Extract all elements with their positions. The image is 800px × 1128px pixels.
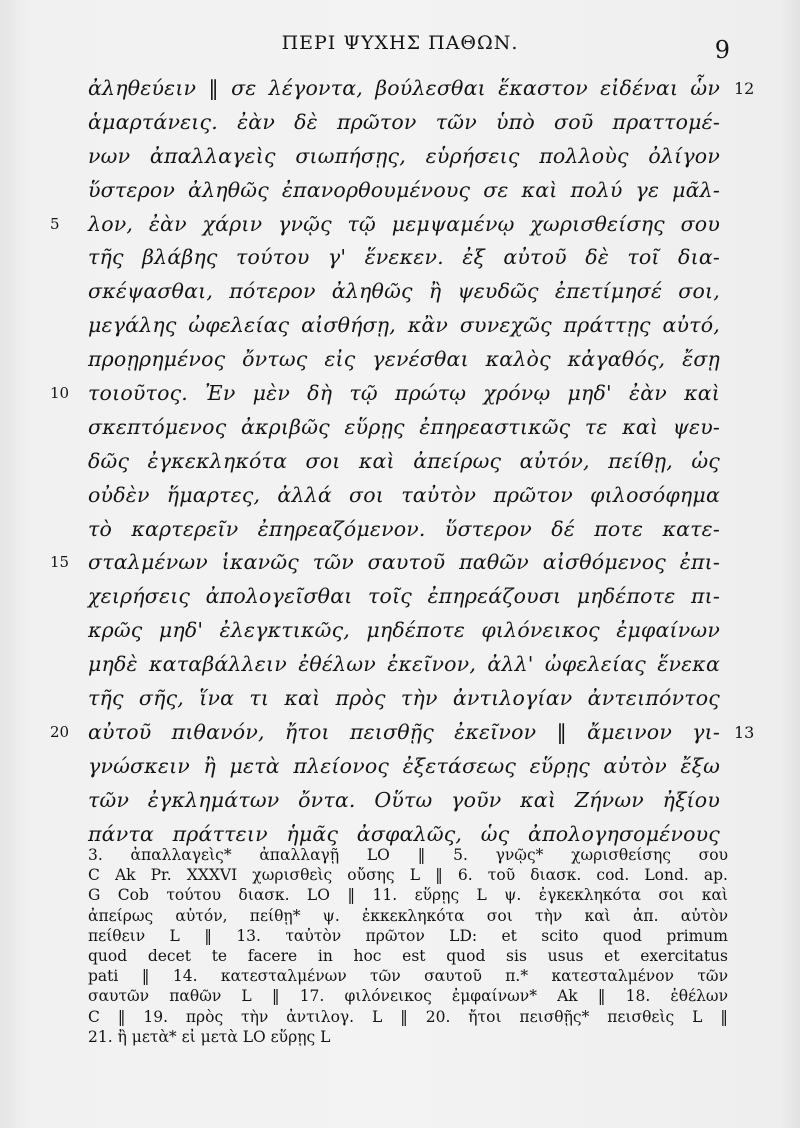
text-line [0, 106, 800, 140]
line-text: τὸ καρτερεῖν ἐπηρεαζόμενον. ὕστερον δέ ποτε κατε- [88, 516, 720, 541]
apparatus-line: σαυτῶν παθῶν L ‖ 17. φιλόνεικος ἐμφαίνων* Ak ‖ 18. ἐθέλων [88, 987, 728, 1006]
text-line [0, 513, 800, 547]
line-text: τῶν ἐγκλημάτων ὄντα. Οὕτω γοῦν καὶ Ζήνων ἠξίου [88, 787, 720, 812]
line-text: σταλμένων ἱκανῶς τῶν σαυτοῦ παθῶν αἰσθόμενος ἐπι- [88, 550, 720, 575]
apparatus-line: C Ak Pr. XXXVI χωρισθεὶς οὔσης L ‖ 6. τοῦ διασκ. cod. Lond. ap. [88, 866, 728, 885]
line-text: πάντα πράττειν ἡμᾶς ἀσφαλῶς, ὡς ἀπολογησομένους [88, 821, 720, 846]
apparatus-line: G Cob τούτου διασκ. LO ‖ 11. εὕρῃς L ψ. ἐγκεκληκότα σοι καὶ [88, 886, 728, 905]
line-text: γνώσκειν ἢ μετὰ πλείονος ἐξετάσεως εὕρῃς αὐτὸν ἔξω [88, 753, 720, 778]
text-line [0, 682, 800, 716]
line-text: οὐδὲν ἥμαρτες, ἀλλά σοι ταὐτὸν πρῶτον φιλοσόφημα [88, 482, 720, 507]
apparatus-line: pati ‖ 14. κατεσταλμένων τῶν σαυτοῦ π.* κατεσταλμένον τῶν [88, 967, 728, 986]
line-text: αὐτοῦ πιθανόν, ἤτοι πεισθῇς ἐκεῖνον ‖ ἄμεινον γι- [88, 719, 720, 744]
line-text: ἀληθεύειν ‖ σε λέγοντα, βούλεσθαι ἕκαστον εἰδέναι ὧν [88, 76, 720, 100]
apparatus-line: ἀπείρως αὐτόν, πείθῃ* ψ. ἐκκεκληκότα σοι τὴν καὶ ἀπ. αὐτὸν [88, 906, 728, 925]
page-number: 9 [714, 36, 730, 64]
line-text: προῃρημένος ὄντως εἰς γενέσθαι καλὸς κἀγαθός, ἔσῃ [88, 347, 720, 372]
line-text: λον, ἐὰν χάριν γνῷς τῷ μεμψαμένῳ χωρισθείσης σου [88, 211, 720, 236]
text-line [0, 614, 800, 648]
line-text: τῆς βλάβης τούτου γ' ἕνεκεν. ἐξ αὐτοῦ δὲ τοῖ δια- [88, 245, 720, 270]
line-text: σκεπτόμενος ἀκριβῶς εὕρῃς ἐπηρεαστικῶς τε καὶ ψευ- [88, 414, 720, 439]
text-line [0, 241, 800, 275]
apparatus-line: 3. ἀπαλλαγεὶς* ἀπαλλαγῇ LO ‖ 5. γνῷς* χωρισθείσης σου [88, 846, 728, 864]
line-text: τῆς σῆς, ἵνα τι καὶ πρὸς τὴν ἀντιλογίαν ἀντειπόντος [88, 686, 720, 711]
text-line [0, 140, 800, 174]
line-text: χειρήσεις ἀπολογεῖσθαι τοῖς ἐπηρεάζουσι μηδέποτε πι- [88, 584, 720, 609]
text-line [0, 411, 800, 445]
line-number: 15 [50, 553, 70, 572]
text-line [0, 275, 800, 309]
line-text: δῶς ἐγκεκληκότα σοι καὶ ἀπείρως αὐτόν, πείθῃ, ὡς [88, 448, 720, 473]
line-number: 5 [50, 214, 60, 233]
text-line [0, 784, 800, 818]
line-text: μηδὲ καταβάλλειν ἐθέλων ἐκεῖνον, ἀλλ' ὠφελείας ἕνεκα [88, 652, 720, 677]
text-line [0, 580, 800, 614]
apparatus-line: πείθειν L ‖ 13. ταὐτὸν πρῶτον LD: et scito quod primum [88, 926, 728, 945]
line-number: 10 [50, 384, 70, 403]
line-text: μεγάλης ὠφελείας αἰσθήσῃ, κἂν συνεχῶς πράττῃς αὐτό, [88, 313, 720, 338]
apparatus-line: quod decet te facere in hoc est quod sis usus et exercitatus [88, 946, 728, 965]
running-title: ΠΕΡΙ ΨΥΧΗΣ ΠΑΘΩΝ. [281, 32, 519, 54]
line-text: κρῶς μηδ' ἐλεγκτικῶς, μηδέποτε φιλόνεικος ἐμφαίνων [88, 618, 720, 643]
text-line [0, 479, 800, 513]
text-line [0, 208, 800, 242]
apparatus-line: C ‖ 19. πρὸς τὴν ἀντιλογ. L ‖ 20. ἤτοι πεισθῇς* πεισθεὶς L ‖ [88, 1007, 728, 1026]
text-line [0, 546, 800, 580]
line-text: τοιοῦτος. Ἐν μὲν δὴ τῷ πρώτῳ χρόνῳ μηδ' ἐὰν καὶ [88, 381, 720, 406]
text-line [0, 72, 800, 106]
text-line [0, 445, 800, 479]
text-line [0, 174, 800, 208]
line-text: ὕστερον ἀληθῶς ἐπανορθουμένους σε καὶ πολύ γε μᾶλ- [88, 177, 720, 202]
page-header [0, 30, 800, 70]
text-line [0, 716, 800, 750]
line-text: νων ἀπαλλαγεὶς σιωπήσῃς, εὑρήσεις πολλοὺς ὀλίγον [88, 143, 720, 168]
main-text [0, 72, 800, 851]
text-line [0, 343, 800, 377]
text-line [0, 377, 800, 411]
line-text: ἁμαρτάνεις. ἐὰν δὲ πρῶτον τῶν ὑπὸ σοῦ πραττομέ- [88, 109, 720, 134]
text-line [0, 750, 800, 784]
margin-reference: 13 [734, 722, 755, 742]
critical-apparatus [88, 845, 728, 1047]
margin-reference: 12 [734, 79, 755, 98]
text-line [0, 648, 800, 682]
apparatus-line: 21. ἢ μετὰ* εἰ μετὰ LO εὕρῃς L [88, 1027, 331, 1046]
line-text: σκέψασθαι, πότερον ἀληθῶς ἢ ψευδῶς ἐπετίμησέ σοι, [88, 279, 720, 304]
line-number: 20 [50, 722, 70, 741]
text-line [0, 309, 800, 343]
